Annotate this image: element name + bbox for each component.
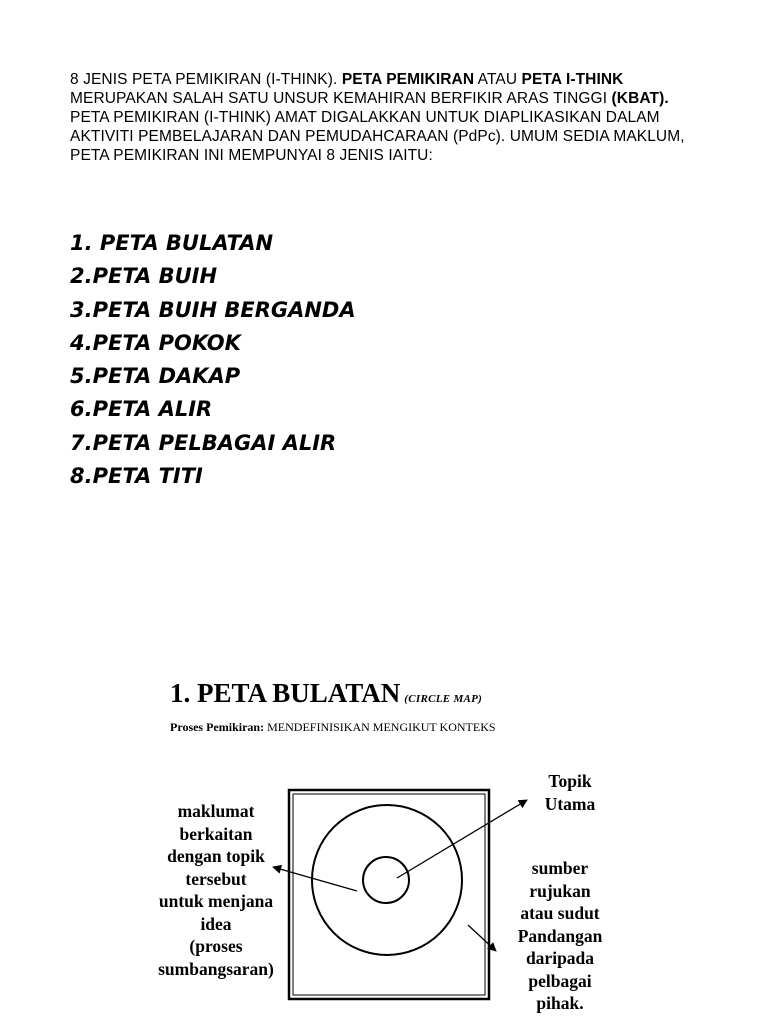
list-item: 7.PETA PELBAGAI ALIR xyxy=(70,430,337,455)
intro-text-1: 8 JENIS PETA PEMIKIRAN (I-THINK). xyxy=(70,71,342,88)
left-note-line: tersebut xyxy=(185,868,247,889)
top-note-line: Topik xyxy=(548,771,592,791)
intro-text-4: PETA PEMIKIRAN (I-THINK) AMAT DIGALAKKAN UNTUK DIAPLIKASIKAN DALAM AKTIVITI PEMBELAJARAN DAN PEMUDAHCARAAN (PdPc). UMUM SEDIA MAKLUM, PETA PEMIKIRAN INI MEMPUNYAI 8 JENIS IAITU: xyxy=(70,109,685,164)
right-note-line: pelbagai xyxy=(528,970,592,991)
intro-text-3: MERUPAKAN SALAH SATU UNSUR KEMAHIRAN BERFIKIR ARAS TINGGI xyxy=(70,90,612,107)
figure-title-sub: (CIRCLE MAP) xyxy=(404,693,483,705)
left-note xyxy=(148,800,284,980)
intro-text-2: ATAU xyxy=(474,71,522,88)
arrow-info xyxy=(273,867,357,891)
left-note-line: untuk menjana xyxy=(158,891,274,911)
list-item: 4.PETA POKOK xyxy=(70,330,241,355)
left-note-line: idea xyxy=(200,913,232,934)
right-note-line: daripada xyxy=(525,948,595,968)
left-note-line: dengan topik xyxy=(167,846,265,866)
top-note-line: Utama xyxy=(544,793,596,814)
right-note-line: pihak. xyxy=(536,993,584,1013)
list-item: 5.PETA DAKAP xyxy=(70,364,241,389)
arrow-source xyxy=(468,925,496,951)
left-note-line: sumbangsaran) xyxy=(158,958,274,979)
right-note-line: sumber xyxy=(531,858,589,878)
right-note-line: Pandangan xyxy=(517,925,603,946)
left-note-line: maklumat xyxy=(177,801,255,821)
intro-bold-2: PETA I-THINK xyxy=(521,71,624,88)
frame-inner xyxy=(293,794,485,995)
figure-title-text: 1. PETA BULATAN xyxy=(170,678,401,708)
top-note xyxy=(525,770,615,815)
intro-bold-1: PETA PEMIKIRAN xyxy=(341,71,475,88)
left-note-line: (proses xyxy=(189,936,243,956)
inner-circle xyxy=(363,857,409,903)
list-item: 3.PETA BUIH BERGANDA xyxy=(70,297,356,322)
list-item: 1. PETA BULATAN xyxy=(70,231,274,255)
frame-outer xyxy=(289,790,489,999)
list-item: 8.PETA TITI xyxy=(70,464,203,489)
process-label: Proses Pemikiran: xyxy=(170,720,265,734)
right-note xyxy=(505,857,615,1015)
right-note-line: atau sudut xyxy=(520,903,600,923)
intro-bold-3: (KBAT). xyxy=(611,90,669,107)
list-item: 2.PETA BUIH xyxy=(70,264,218,289)
outer-circle xyxy=(312,805,462,955)
left-note-line: berkaitan xyxy=(179,823,253,844)
process-value: MENDEFINISIKAN MENGIKUT KONTEKS xyxy=(264,720,496,734)
right-note-line: rujukan xyxy=(529,880,591,901)
list-item: 6.PETA ALIR xyxy=(70,397,213,422)
